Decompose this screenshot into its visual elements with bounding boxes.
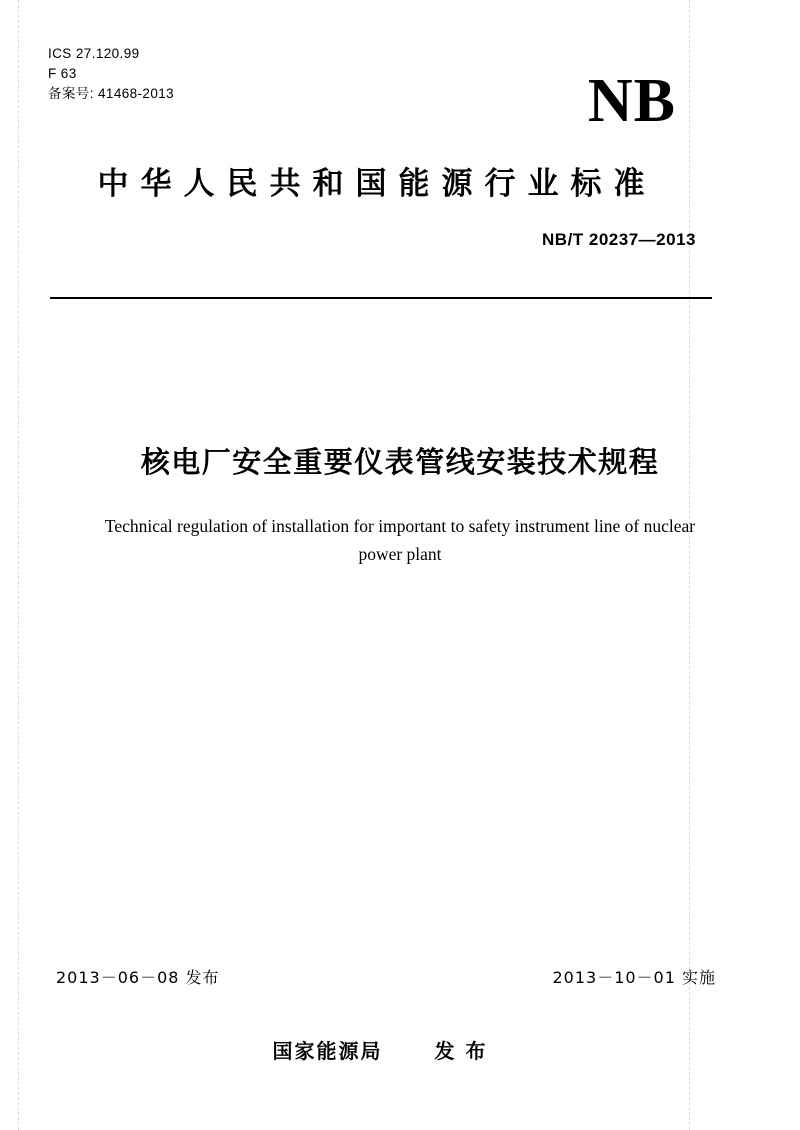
document-title-en: Technical regulation of installation for important to safety instrument line of nuclear power plant bbox=[104, 516, 696, 564]
page-guide-line-left bbox=[18, 0, 19, 1130]
classification-code: F 63 bbox=[48, 66, 77, 81]
standard-series-title: 中华人民共和国能源行业标准 bbox=[97, 166, 657, 202]
document-meta-block bbox=[48, 44, 174, 104]
document-title-cn: 核电厂安全重要仪表管线安装技术规程 bbox=[140, 445, 660, 479]
ics-code: ICS 27.120.99 bbox=[48, 46, 140, 61]
publisher-line bbox=[0, 1035, 760, 1064]
publisher-name: 国家能源局 bbox=[272, 1039, 383, 1063]
publisher-action: 发 布 bbox=[434, 1039, 488, 1063]
issue-date: 2013－06－08 发布 bbox=[56, 968, 220, 987]
standard-number: NB/T 20237—2013 bbox=[542, 230, 696, 249]
header-divider bbox=[50, 297, 712, 299]
record-number: 备案号: 41468-2013 bbox=[48, 86, 175, 101]
implementation-date: 2013－10－01 实施 bbox=[552, 968, 716, 987]
nb-logo: NB bbox=[587, 67, 676, 135]
